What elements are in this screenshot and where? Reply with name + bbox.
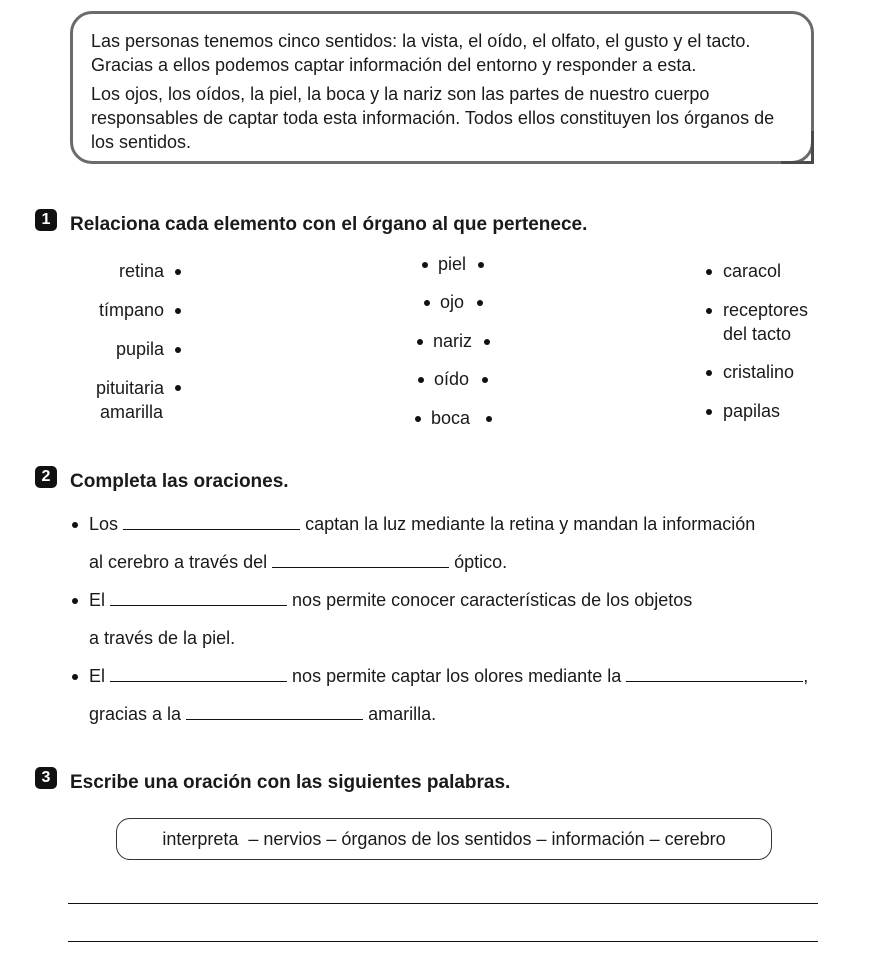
match-dot[interactable] bbox=[478, 262, 484, 268]
match-dot[interactable] bbox=[417, 339, 423, 345]
match-right-papilas: papilas bbox=[723, 401, 781, 421]
match-mid-piel: piel bbox=[438, 254, 467, 274]
match-left-amarilla: amarilla bbox=[100, 402, 164, 422]
match-dot[interactable] bbox=[175, 269, 181, 275]
match-dot[interactable] bbox=[418, 377, 424, 383]
match-dot[interactable] bbox=[486, 416, 492, 422]
match-dot[interactable] bbox=[706, 409, 712, 415]
word-bank bbox=[116, 818, 772, 860]
blank-field[interactable] bbox=[626, 666, 803, 682]
exercise-2-title: Completa las oraciones. bbox=[70, 471, 289, 492]
match-dot[interactable] bbox=[482, 377, 488, 383]
sentence-1-line-1: Los captan la luz mediante la retina y mandan la información bbox=[89, 514, 756, 534]
intro-paragraph-1: Las personas tenemos cinco sentidos: la vista, el oído, el olfato, el gusto y el tacto. Gracias a ellos podemos captar información del entorno y responder a esta. bbox=[91, 31, 751, 75]
sentence-1-line-2: al cerebro a través del óptico. bbox=[89, 552, 508, 572]
match-dot[interactable] bbox=[415, 416, 421, 422]
blank-field[interactable] bbox=[123, 514, 300, 530]
match-dot[interactable] bbox=[706, 269, 712, 275]
match-mid-boca: boca bbox=[431, 408, 471, 428]
match-dot[interactable] bbox=[422, 262, 428, 268]
bullet-dot bbox=[72, 598, 78, 604]
blank-field[interactable] bbox=[110, 666, 287, 682]
match-left-pupila: pupila bbox=[115, 339, 164, 359]
match-right-cristalino: cristalino bbox=[723, 362, 795, 382]
sentence-3-line-1: El nos permite captar los olores mediante la , bbox=[89, 666, 809, 686]
match-left-timpano: tímpano bbox=[98, 300, 164, 320]
sentence-3-line-2: gracias a la amarilla. bbox=[89, 704, 437, 724]
bullet-dot bbox=[72, 522, 78, 528]
match-dot[interactable] bbox=[706, 308, 712, 314]
match-right-caracol: caracol bbox=[723, 261, 782, 281]
match-dot[interactable] bbox=[477, 300, 483, 306]
match-mid-nariz: nariz bbox=[433, 331, 473, 351]
intro-box bbox=[70, 11, 814, 164]
exercise-2-number: 2 bbox=[35, 466, 57, 488]
exercise-3-title: Escribe una oración con las siguientes palabras. bbox=[70, 772, 511, 793]
match-right-del-tacto: del tacto bbox=[723, 324, 792, 344]
blank-field[interactable] bbox=[186, 704, 363, 720]
match-dot[interactable] bbox=[175, 308, 181, 314]
bullet-dot bbox=[72, 674, 78, 680]
match-dot[interactable] bbox=[484, 339, 490, 345]
exercise-3-number: 3 bbox=[35, 767, 57, 789]
match-dot[interactable] bbox=[424, 300, 430, 306]
answer-line-2[interactable] bbox=[68, 941, 818, 942]
match-left-pituitaria: pituitaria bbox=[95, 378, 164, 398]
word-bank-text: interpreta – nervios – órganos de los sentidos – información – cerebro bbox=[162, 829, 726, 849]
match-dot[interactable] bbox=[706, 370, 712, 376]
exercise-1-number: 1 bbox=[35, 209, 57, 231]
sentence-2-line-1: El nos permite conocer características de los objetos bbox=[89, 590, 693, 610]
match-mid-oido: oído bbox=[434, 369, 470, 389]
sentence-2-line-2: a través de la piel. bbox=[89, 628, 236, 648]
blank-field[interactable] bbox=[110, 590, 287, 606]
match-left-retina: retina bbox=[118, 261, 164, 281]
answer-line-1[interactable] bbox=[68, 903, 818, 904]
match-dot[interactable] bbox=[175, 347, 181, 353]
match-dot[interactable] bbox=[175, 385, 181, 391]
exercise-1-title: Relaciona cada elemento con el órgano al que pertenece. bbox=[70, 214, 588, 235]
blank-field[interactable] bbox=[272, 552, 449, 568]
intro-paragraph-2: Los ojos, los oídos, la piel, la boca y la nariz son las partes de nuestro cuerpo responsables de captar toda esta información. Todos ellos constituyen los órganos de los sentidos. bbox=[91, 84, 775, 152]
match-mid-ojo: ojo bbox=[440, 292, 465, 312]
match-right-receptores: receptores bbox=[723, 300, 809, 320]
